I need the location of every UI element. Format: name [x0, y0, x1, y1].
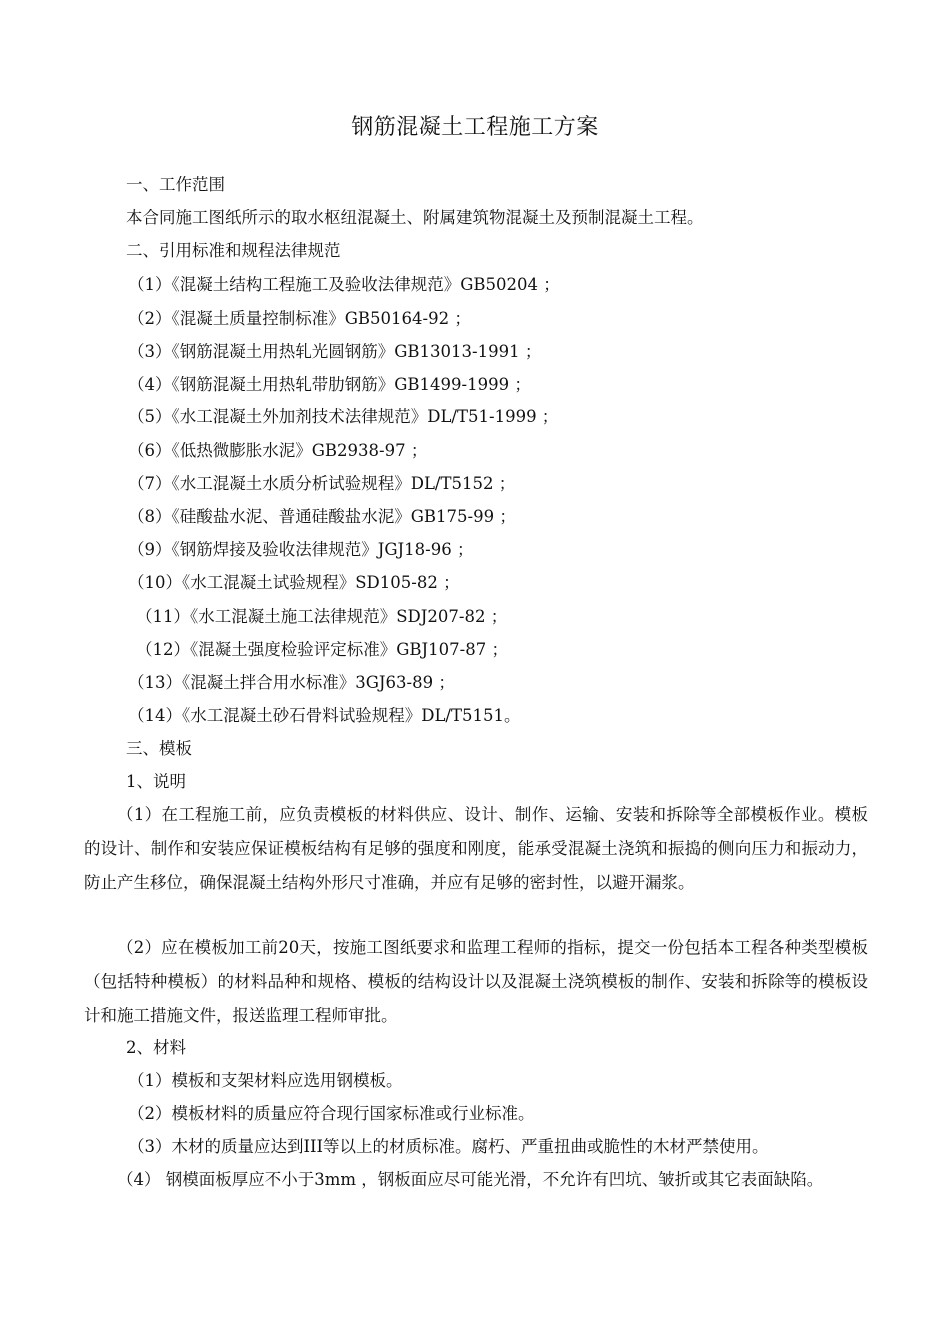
standard-item: （1）《混凝土结构工程施工及验收法律规范》GB50204 ； — [128, 275, 560, 294]
material-item: （1）模板和支架材料应选用钢模板。 — [128, 1071, 403, 1090]
description-paragraph-1: （1）在工程施工前，应负责模板的材料供应、设计、制作、运输、安装和拆除等全部模板作业。模板的设计、制作和安装应保证模板结构有足够的强度和刚度，能承受混凝土浇筑和振捣的侧向压力和振动力，防止产生移位，确保混凝土结构外形尺寸准确，并应有足够的密封性，以避开漏浆。 — [84, 805, 868, 892]
standard-item: （5）《水工混凝土外加剂技术法律规范》DL/T51-1999 ； — [128, 407, 559, 426]
standard-item: （14）《水工混凝土砂石骨料试验规程》DL/T5151。 — [128, 706, 521, 725]
standard-item: （2）《混凝土质量控制标准》GB50164-92 ； — [128, 309, 471, 328]
section-heading-scope: 一、工作范围 — [126, 175, 225, 194]
standard-item: （8）《硅酸盐水泥、普通硅酸盐水泥》GB175-99 ； — [128, 507, 516, 526]
section-heading-standards: 二、引用标准和规程法律规范 — [126, 241, 341, 260]
standard-item: （10）《水工混凝土试验规程》SD105-82 ； — [128, 573, 460, 592]
standard-item: （6）《低热微膨胀水泥》GB2938-97 ； — [128, 441, 428, 460]
standard-item: （4）《钢筋混凝土用热轧带肋钢筋》GB1499-1999 ； — [128, 375, 531, 394]
material-item-4: （4） 钢模面板厚应不小于3mm ，钢板面应尽可能光滑，不允许有凹坑、皱折或其它表面缺陷。 — [117, 1170, 824, 1189]
material-item: （3）木材的质量应达到III等以上的材质标准。腐朽、严重扭曲或脆性的木材严禁使用。 — [128, 1137, 769, 1156]
section-heading-formwork: 三、模板 — [126, 739, 192, 758]
page-title: 钢筋混凝土工程施工方案 — [351, 115, 599, 140]
subsection-heading-description: 1、说明 — [126, 772, 186, 791]
standard-item: （3）《钢筋混凝土用热轧光圆钢筋》GB13013-1991 ； — [128, 342, 542, 361]
material-item: （2）模板材料的质量应符合现行国家标准或行业标准。 — [128, 1104, 535, 1123]
standard-item: （11）《水工混凝土施工法律规范》SDJ207-82 ； — [136, 607, 508, 626]
subsection-heading-materials: 2、材料 — [126, 1038, 186, 1057]
scope-text: 本合同施工图纸所示的取水枢纽混凝土、附属建筑物混凝土及预制混凝土工程。 — [126, 208, 704, 227]
standard-item: （13）《混凝土拌合用水标准》3GJ63-89 ； — [128, 673, 455, 692]
standard-item: （9）《钢筋焊接及验收法律规范》JGJ18-96 ； — [128, 540, 474, 559]
description-paragraph-2: （2）应在模板加工前20天，按施工图纸要求和监理工程师的指标，提交一份包括本工程各种类型模板（包括特种模板）的材料品种和规格、模板的结构设计以及混凝土浇筑模板的制作、安装和拆除等的模板设计和施工措施文件，报送监理工程师审批。 — [84, 938, 868, 1025]
standard-item: （12）《混凝土强度检验评定标准》GBJ107-87 ； — [136, 640, 508, 659]
standard-item: （7）《水工混凝土水质分析试验规程》DL/T5152 ； — [128, 474, 516, 493]
